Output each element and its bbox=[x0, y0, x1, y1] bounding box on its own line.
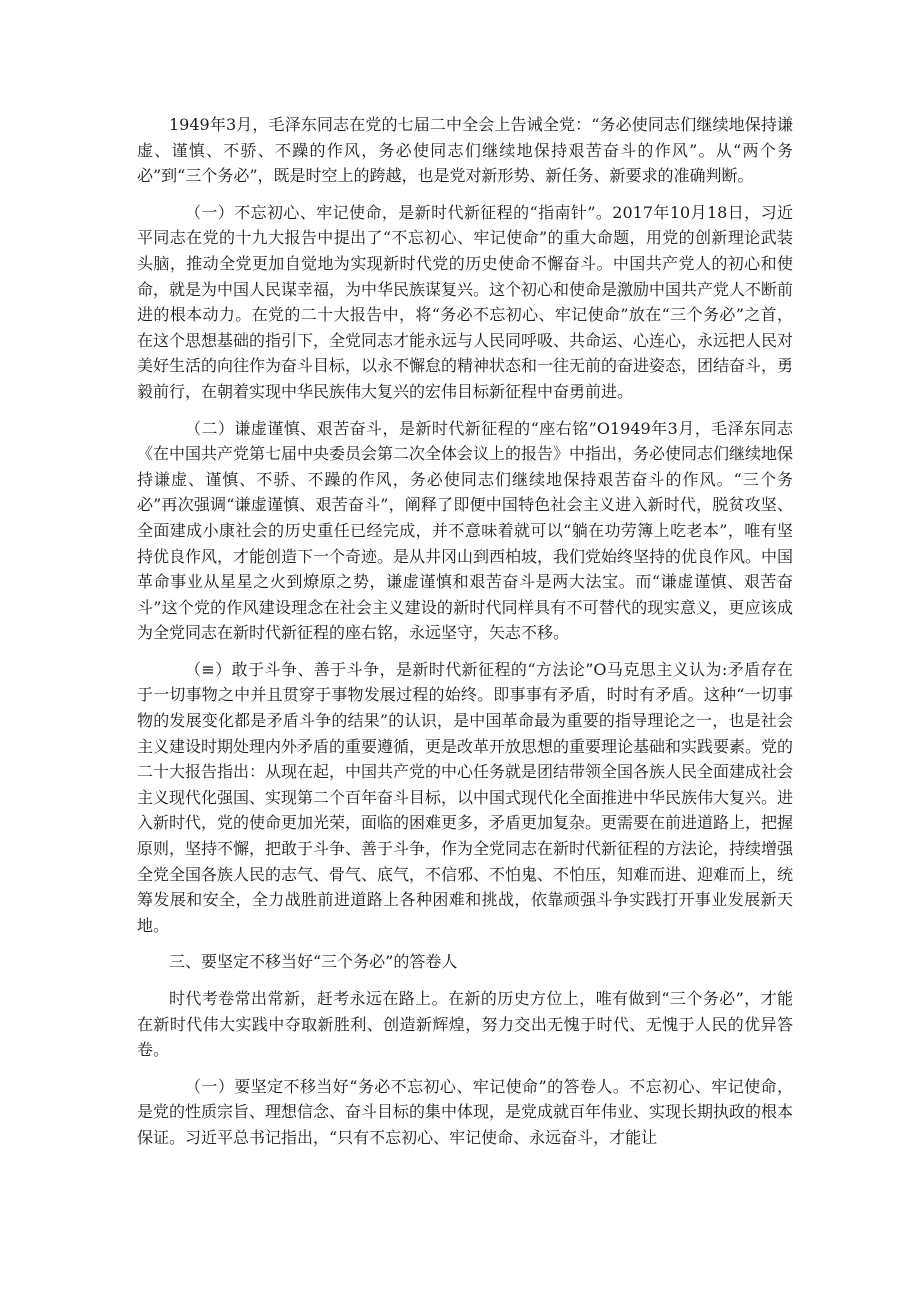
section-heading: 三、要坚定不移当好“三个务必”的答卷人 bbox=[169, 952, 458, 972]
document-body bbox=[137, 112, 793, 1162]
paragraph-section-1: （一）不忘初心、牢记使命，是新时代新征程的“指南针”。2017年10月18日，习近平同志在党的十九大报告中提出了“不忘初心、牢记使命”的重大命题，用党的创新理论武装头脑，推动全党更加自觉地为实现新时代党的历史使命不懈奋斗。中国共产党人的初心和使命，就是为中国人民谋幸福，为中华民族谋复兴。这个初心和使命是激励中国共产党人不断前进的根本动力。在党的二十大报告中，将“务必不忘初心、牢记使命”放在“三个务必”之首，在这个思想基础的指引下，全党同志才能永远与人民同呼吸、共命运、心连心，永远把人民对美好生活的向往作为奋斗目标，以永不懈怠的精神状态和一往无前的奋进姿态，团结奋斗，勇毅前行，在朝着实现中华民族伟大复兴的宏伟目标新征程中奋勇前进。 bbox=[137, 202, 794, 401]
paragraph-section-3: （≡）敢于斗争、善于斗争，是新时代新征程的“方法论”O马克思主义认为:矛盾存在于一切事物之中并且贯穿于事物发展过程的始终。即事事有矛盾，时时有矛盾。这种“一切事物的发展变化都是矛盾斗争的结果”的认识，是中国革命最为重要的指导理论之一，也是社会主义建设时期处理内外矛盾的重要遵循，更是改革开放思想的重要理论基础和实践要素。党的二十大报告指出：从现在起，中国共产党的中心任务就是团结带领全国各族人民全面建成社会主义现代化强国、实现第二个百年奋斗目标，以中国式现代化全面推进中华民族伟大复兴。进入新时代，党的使命更加光荣，面临的困难更多，矛盾更加复杂。更需要在前进道路上，把握原则，坚持不懈，把敢于斗争、善于斗争，作为全党同志在新时代新征程的方法论，持续增强全党全国各族人民的志气、骨气、底气，不信邪、不怕鬼、不怕压，知难而进、迎难而上，统筹发展和安全，全力战胜前进道路上各种困难和挑战，依靠顽强斗争实践打开事业发展新天地。 bbox=[137, 659, 794, 935]
paragraph-intro: 1949年3月，毛泽东同志在党的七届二中全会上告诫全党：“务必使同志们继续地保持谦虚、谨慎、不骄、不躁的作风，务必使同志们继续地保持艰苦奋斗的作风”。从“两个务必”到“三个务必”，既是时空上的跨越，也是党对新形势、新任务、新要求的准确判断。 bbox=[137, 115, 793, 186]
paragraph-section-2: （二）谦虚谨慎、艰苦奋斗，是新时代新征程的“座右铭”O1949年3月，毛泽东同志《在中国共产党第七届中央委员会第二次全体会议上的报告》中指出，务必使同志们继续地保持谦虚、谨慎、不骄、不躁的作风，务必使同志们继续地保持艰苦奋斗的作风。“三个务必”再次强调“谦虚谨慎、艰苦奋斗”，阐释了即便中国特色社会主义进入新时代，脱贫攻坚、全面建成小康社会的历史重任已经完成，并不意味着就可以“躺在功劳簿上吃老本”，唯有坚持优良作风，才能创造下一个奇迹。是从井冈山到西柏坡，我们党始终坚持的优良作风。中国革命事业从星星之火到燎原之势，谦虚谨慎和艰苦奋斗是两大法宝。而“谦虚谨慎、艰苦奋斗”这个党的作风建设理念在社会主义建设的新时代同样具有不可替代的现实意义，更应该成为全党同志在新时代新征程的座右铭，永远坚守，矢志不移。 bbox=[137, 418, 794, 643]
paragraph-answer-intro: 时代考卷常出常新，赶考永远在路上。在新的历史方位上，唯有做到“三个务必”，才能在新时代伟大实践中夺取新胜利、创造新辉煌，努力交出无愧于时代、无愧于人民的优异答卷。 bbox=[137, 989, 793, 1060]
paragraph-answer-1: （一）要坚定不移当好“务必不忘初心、牢记使命”的答卷人。不忘初心、牢记使命，是党的性质宗旨、理想信念、奋斗目标的集中体现，是党成就百年伟业、实现长期执政的根本保证。习近平总书记指出，“只有不忘初心、牢记使命、永远奋斗，才能让 bbox=[137, 1076, 794, 1147]
